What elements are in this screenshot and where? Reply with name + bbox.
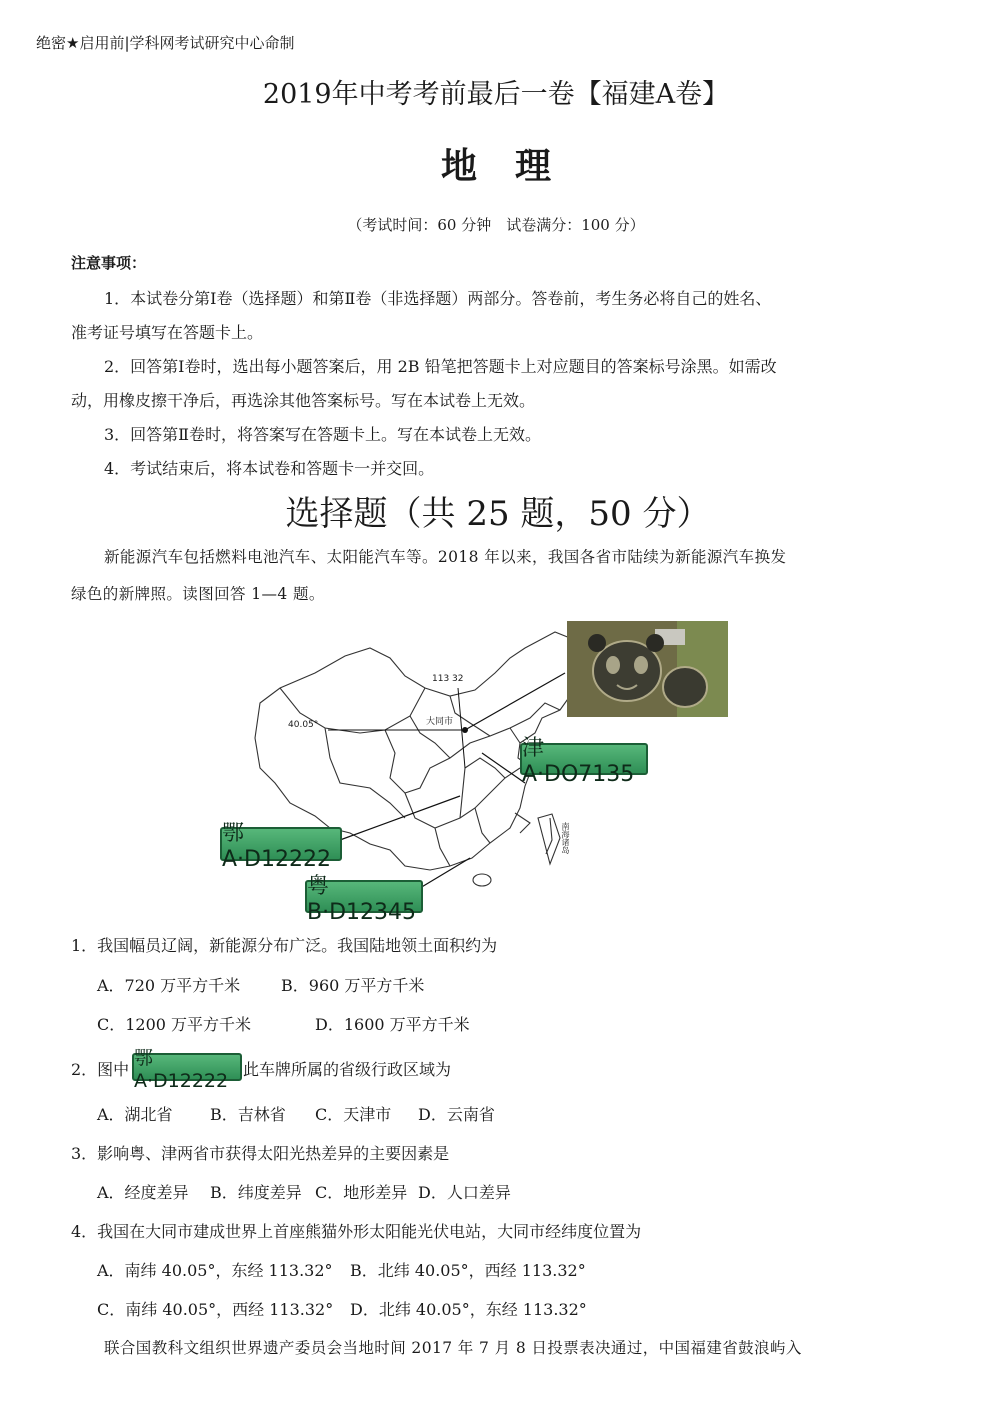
q1-option-d: D．1600 万平方千米 <box>315 1015 470 1034</box>
latitude-label: 40.05° <box>288 720 319 730</box>
panda-solar-station-photo <box>567 621 728 717</box>
q3-option-c: C．地形差异 <box>315 1183 408 1202</box>
notice-item-2-cont: 动，用橡皮擦干净后，再选涂其他答案标号。写在本试卷上无效。 <box>71 391 536 410</box>
q4-option-a: A．南纬 40.05°，东经 113.32° <box>97 1261 333 1280</box>
q2-option-a: A．湖北省 <box>97 1105 173 1124</box>
notice-item-4: 4．考试结束后，将本试卷和答题卡一并交回。 <box>104 459 435 478</box>
q1-option-a: A．720 万平方千米 <box>97 976 241 995</box>
notice-item-3: 3．回答第Ⅱ卷时，将答案写在答题卡上。写在本试卷上无效。 <box>104 425 542 444</box>
longitude-label: 113 32 <box>432 674 464 684</box>
datong-label: 大同市 <box>426 717 454 727</box>
q1-option-b: B．960 万平方千米 <box>281 976 425 995</box>
plate-hubei: 鄂A·D12222 <box>220 827 342 861</box>
q1-stem: 1．我国幅员辽阔，新能源分布广泛。我国陆地领土面积约为 <box>71 936 498 955</box>
q4-option-c: C．南纬 40.05°，西经 113.32° <box>97 1300 334 1319</box>
next-intro: 联合国教科文组织世界遗产委员会当地时间 2017 年 7 月 8 日投票表决通过，中国福建省鼓浪屿入 <box>104 1339 802 1357</box>
q2-option-d: D．云南省 <box>418 1105 495 1124</box>
q3-stem: 3．影响粤、津两省市获得太阳光热差异的主要因素是 <box>71 1144 450 1163</box>
q2-plate: 鄂A·D12222 <box>132 1053 242 1081</box>
plate-tianjin: 津A·DO7135 <box>520 743 648 775</box>
q2-option-c: C．天津市 <box>315 1105 392 1124</box>
intro-line-1: 新能源汽车包括燃料电池汽车、太阳能汽车等。2018 年以来，我国各省市陆续为新能源汽车换发 <box>104 548 787 566</box>
q3-option-d: D．人口差异 <box>418 1183 511 1202</box>
q3-option-a: A．经度差异 <box>97 1183 189 1202</box>
q4-option-b: B．北纬 40.05°，西经 113.32° <box>350 1261 586 1280</box>
q4-option-d: D．北纬 40.05°，东经 113.32° <box>350 1300 587 1319</box>
notice-heading: 注意事项： <box>71 254 147 272</box>
confidential-header: 绝密★启用前|学科网考试研究中心命制 <box>36 34 295 52</box>
panda-icon <box>567 621 728 717</box>
section-title: 选择题（共 25 题，50 分） <box>285 494 711 534</box>
notice-item-1-cont: 准考证号填写在答题卡上。 <box>71 323 264 342</box>
exam-info: （考试时间：60 分钟 试卷满分：100 分） <box>347 216 645 234</box>
q1-option-c: C．1200 万平方千米 <box>97 1015 252 1034</box>
q2-suffix: 此车牌所属的省级行政区域为 <box>243 1060 452 1079</box>
exam-title: 2019年中考考前最后一卷【福建A卷】 <box>262 79 730 110</box>
intro-line-2: 绿色的新牌照。读图回答 1—4 题。 <box>71 585 325 603</box>
q2-prefix: 2．图中 <box>71 1060 130 1079</box>
subject-title: 地理 <box>440 145 589 187</box>
q2-option-b: B．吉林省 <box>210 1105 286 1124</box>
q4-stem: 4．我国在大同市建成世界上首座熊猫外形太阳能光伏电站，大同市经纬度位置为 <box>71 1222 642 1241</box>
notice-item-1: 1．本试卷分第Ⅰ卷（选择题）和第Ⅱ卷（非选择题）两部分。答卷前，考生务必将自己的姓名、 <box>104 289 772 308</box>
nanhai-label: 南海诸岛 <box>561 822 570 854</box>
q3-option-b: B．纬度差异 <box>210 1183 302 1202</box>
notice-item-2: 2．回答第Ⅰ卷时，选出每小题答案后，用 2B 铅笔把答题卡上对应题目的答案标号涂黑。如需改 <box>104 357 777 376</box>
plate-guangdong: 粤B·D12345 <box>305 880 423 913</box>
